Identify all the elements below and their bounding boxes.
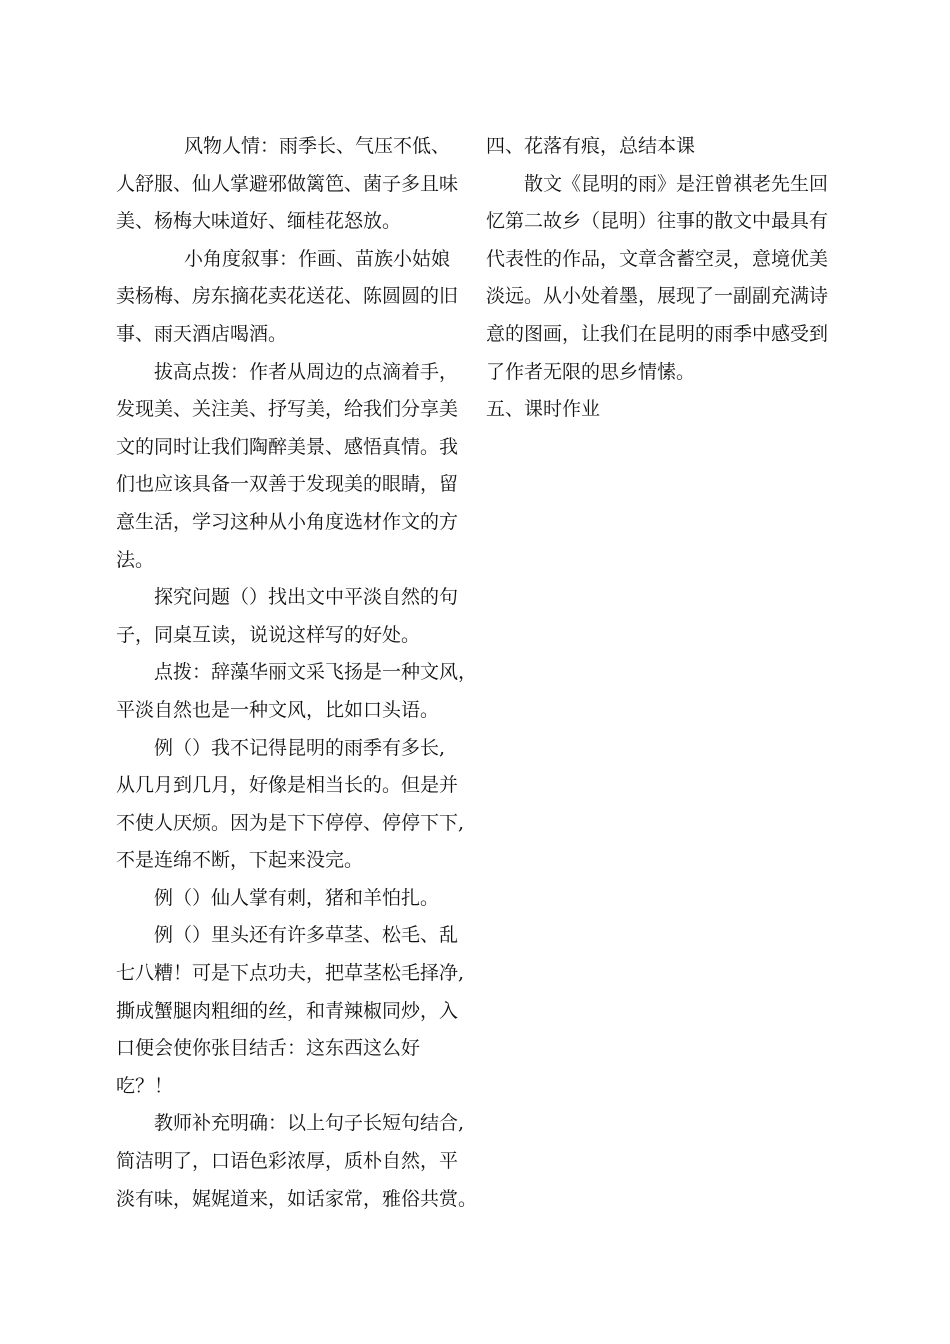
left-column-line: 意生活，学习这种从小角度选材作文的方 [116,510,459,533]
left-column-line: 从几月到几月，好像是相当长的。但是并 [116,774,459,797]
left-column-line: 风物人情：雨季长、气压不低、 [184,135,451,157]
left-column-line: 事、雨天酒店喝酒。 [116,322,288,345]
left-column-line: 法。 [116,548,155,571]
left-column-line: 文的同时让我们陶醉美景、感悟真情。我 [116,435,459,458]
right-column-line: 五、课时作业 [486,398,601,421]
left-column-line: 卖杨梅、房东摘花卖花送花、陈圆圆的旧 [116,285,459,308]
left-column-line: 例（）我不记得昆明的雨季有多长, [154,736,446,759]
left-column-line: 探究问题（）找出文中平淡自然的句 [154,586,459,609]
right-column-line: 忆第二故乡（昆明）往事的散文中最具有 [486,210,829,233]
left-column [116,128,480,1218]
left-column-line: 人舒服、仙人掌避邪做篱笆、菌子多且味 [116,172,459,195]
left-column-line: 小角度叙事：作画、苗族小姑娘 [184,247,451,270]
right-column-line: 代表性的作品，文章含蓄空灵，意境优美 [486,247,829,270]
left-column-line: 点拨：辞藻华丽文采飞扬是一种文风， [154,661,478,684]
left-column-line: 们也应该具备一双善于发现美的眼睛，留 [116,473,459,496]
left-column-line: 七八糟！可是下点功夫，把草茎松毛择净, [116,962,465,985]
left-column-line: 不使人厌烦。因为是下下停停、停停下下, [116,811,465,834]
left-column-line: 教师补充明确：以上句子长短句结合, [154,1112,465,1135]
left-column-line: 简洁明了，口语色彩浓厚，质朴自然，平 [116,1150,459,1173]
left-column-line: 发现美、关注美、抒写美，给我们分享美 [116,398,459,421]
right-column-line: 淡远。从小处着墨，展现了一副副充满诗 [486,285,829,308]
left-column-line: 口便会使你张目结舌：这东西这么好 [116,1037,421,1060]
left-column-line: 淡有味，娓娓道来，如话家常，雅俗共赏。 [116,1187,478,1210]
left-column-line: 拔高点拨：作者从周边的点滴着手， [154,360,459,383]
right-column-line: 散文《昆明的雨》是汪曾祺老先生回 [524,172,829,195]
left-column-line: 平淡自然也是一种文风，比如口头语。 [116,698,440,721]
left-column-line: 不是连绵不断，下起来没完。 [116,849,364,872]
left-column-line: 吃？！ [116,1074,174,1097]
right-column-line: 了作者无限的思乡情愫。 [486,360,696,383]
left-column-line: 撕成蟹腿肉粗细的丝，和青辣椒同炒，入 [116,999,459,1022]
right-column-line: 意的图画，让我们在昆明的雨季中感受到 [486,322,829,345]
left-column-line: 例（）仙人掌有刺，猪和羊怕扎。 [154,886,440,909]
left-column-line: 美、杨梅大味道好、缅桂花怒放。 [116,210,402,233]
right-column-line: 四、花落有痕，总结本课 [486,135,696,157]
left-column-line: 子，同桌互读，说说这样写的好处。 [116,623,421,646]
right-column [486,128,846,429]
left-column-line: 例（）里头还有许多草茎、松毛、乱 [154,924,459,947]
